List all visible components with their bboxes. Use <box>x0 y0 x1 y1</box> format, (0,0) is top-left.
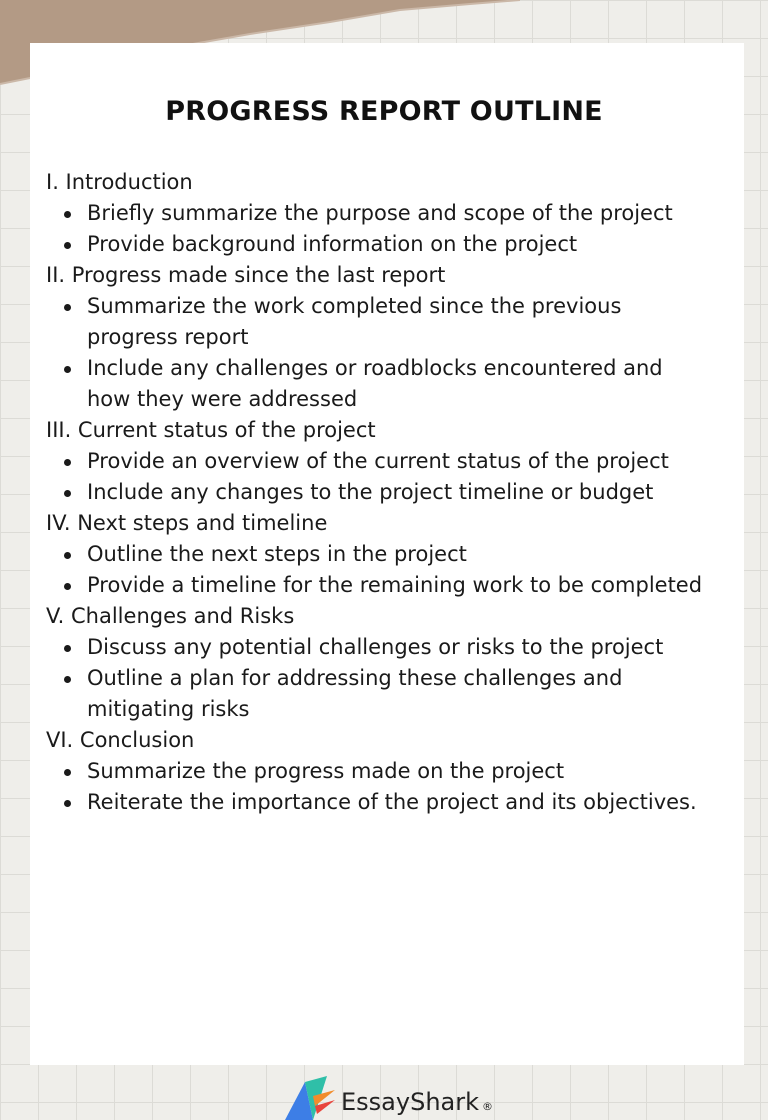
list-item-text: Provide an overview of the current status of the project <box>87 449 669 473</box>
list-item-text: Briefly summarize the purpose and scope of the project <box>87 201 673 225</box>
bullet-icon <box>64 304 71 311</box>
list-item <box>46 756 706 787</box>
outline-list <box>46 167 706 818</box>
section-heading: I. Introduction <box>46 170 193 194</box>
list-item-text: Outline a plan for addressing these challenges and mitigating risks <box>87 666 623 721</box>
bullet-icon <box>64 242 71 249</box>
outline-section <box>46 167 706 260</box>
bullet-icon <box>64 459 71 466</box>
bullet-icon <box>64 552 71 559</box>
list-item <box>46 353 706 415</box>
list-item-text: Include any challenges or roadblocks encountered and how they were addressed <box>87 356 663 411</box>
section-items <box>46 446 706 508</box>
page-title: PROGRESS REPORT OUTLINE <box>165 96 603 127</box>
outline-section <box>46 508 706 601</box>
bullet-icon <box>64 211 71 218</box>
section-heading: II. Progress made since the last report <box>46 263 446 287</box>
section-items <box>46 539 706 601</box>
list-item <box>46 477 706 508</box>
section-items <box>46 756 706 818</box>
bullet-icon <box>64 800 71 807</box>
section-items <box>46 291 706 415</box>
list-item <box>46 632 706 663</box>
list-item-text: Summarize the work completed since the previous progress report <box>87 294 622 349</box>
list-item-text: Provide a timeline for the remaining work to be completed <box>87 573 703 597</box>
list-item-text: Reiterate the importance of the project and its objectives. <box>87 790 697 814</box>
list-item <box>46 787 706 818</box>
list-item-text: Summarize the progress made on the project <box>87 759 565 783</box>
outline-section <box>46 601 706 725</box>
list-item-text: Provide background information on the project <box>87 232 578 256</box>
list-item <box>46 291 706 353</box>
registered-mark: ® <box>482 1099 493 1113</box>
section-heading: VI. Conclusion <box>46 728 195 752</box>
bullet-icon <box>64 583 71 590</box>
list-item <box>46 570 706 601</box>
section-items <box>46 632 706 725</box>
list-item-text: Discuss any potential challenges or risks to the project <box>87 635 664 659</box>
list-item-text: Outline the next steps in the project <box>87 542 467 566</box>
list-item <box>46 539 706 570</box>
bullet-icon <box>64 490 71 497</box>
list-item <box>46 663 706 725</box>
outline-section <box>46 415 706 508</box>
bullet-icon <box>64 676 71 683</box>
brand-name: EssayShark <box>341 1088 479 1116</box>
list-item <box>46 446 706 477</box>
section-items <box>46 198 706 260</box>
outline-section <box>46 260 706 415</box>
bullet-icon <box>64 366 71 373</box>
list-item <box>46 198 706 229</box>
outline-section <box>46 725 706 818</box>
bullet-icon <box>64 769 71 776</box>
list-item-text: Include any changes to the project timeline or budget <box>87 480 654 504</box>
essayshark-logo-icon <box>283 1076 337 1120</box>
section-heading: V. Challenges and Risks <box>46 604 295 628</box>
section-heading: IV. Next steps and timeline <box>46 511 328 535</box>
bullet-icon <box>64 645 71 652</box>
list-item <box>46 229 706 260</box>
section-heading: III. Current status of the project <box>46 418 376 442</box>
footer-logo <box>283 1076 493 1120</box>
